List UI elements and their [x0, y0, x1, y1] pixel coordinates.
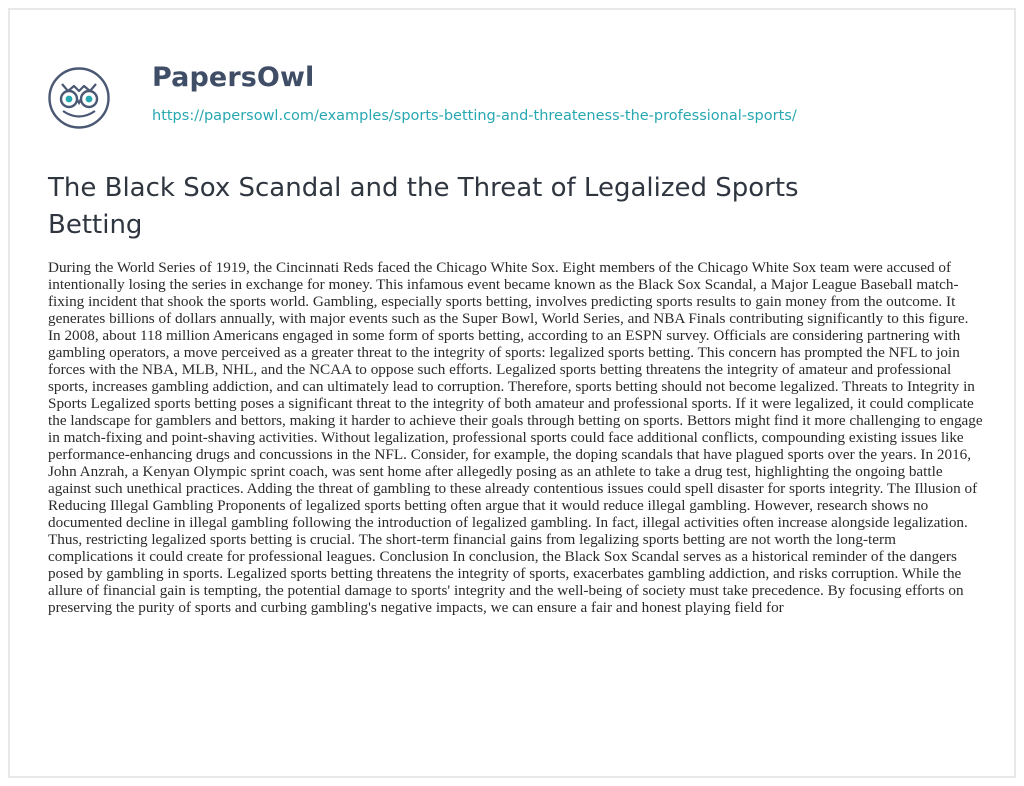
owl-logo-icon — [48, 67, 110, 129]
essay-body: During the World Series of 1919, the Cincinnati Reds faced the Chicago White Sox. Eight members of the Chicago White Sox team were accused of intentionally losing the series in exchange for money. This infamous event became known as the Black Sox Scandal, a Major League Baseball match-fixing incident that shook the sports world. Gambling, especially sports betting, involves predicting sports results to gain money from the outcome. It generates billions of dollars annually, with major events such as the Super Bowl, World Series, and NBA Finals contributing significantly to this figure. In 2008, about 118 million Americans engaged in some form of sports betting, according to an ESPN survey. Officials are considering partnering with gambling operators, a move perceived as a greater threat to the integrity of sports: legalized sports betting. This concern has prompted the NFL to join forces with the NBA, MLB, NHL, and the NCAA to oppose such efforts. Legalized sports betting threatens the integrity of amateur and professional sports, increases gambling addiction, and can ultimately lead to corruption. Therefore, sports betting should not become legalized. Threats to Integrity in Sports Legalized sports betting poses a significant threat to the integrity of both amateur and professional sports. If it were legalized, it could complicate the landscape for gamblers and bettors, making it harder to achieve their goals through betting on sports. Bettors might find it more challenging to engage in match-fixing and point-shaving activities. Without legalization, professional sports could face additional conflicts, compounding existing issues like performance-enhancing drugs and concussions in the NFL. Consider, for example, the doping scandals that have plagued sports over the years. In 2016, John Anzrah, a Kenyan Olympic sprint coach, was sent home after allegedly posing as an athlete to take a drug test, highlighting the ongoing battle against such unethical practices. Adding the threat of gambling to these already contentious issues could spell disaster for sports integrity. The Illusion of Reducing Illegal Gambling Proponents of legalized sports betting often argue that it would reduce illegal gambling. However, research shows no documented decline in illegal gambling following the introduction of legalized gambling. In fact, illegal activities often increase alongside legalization. Thus, restricting legalized sports betting is crucial. The short-term financial gains from legalizing sports betting are not worth the long-term complications it could create for professional leagues. Conclusion In conclusion, the Black Sox Scandal serves as a historical reminder of the dangers posed by gambling in sports. Legalized sports betting threatens the integrity of sports, exacerbates gambling addiction, and risks corruption. While the allure of financial gain is tempting, the potential damage to sports' integrity and the well-being of society must take precedence. By focusing efforts on preserving the purity of sports and curbing gambling's negative impacts, we can ensure a fair and honest playing field for — [48, 259, 983, 616]
brand-name: PapersOwl — [152, 62, 315, 93]
source-url-link[interactable]: https://papersowl.com/examples/sports-betting-and-threateness-the-professional-sports/ — [152, 108, 797, 124]
header — [48, 60, 988, 136]
essay-title: The Black Sox Scandal and the Threat of Legalized Sports Betting — [48, 173, 799, 240]
